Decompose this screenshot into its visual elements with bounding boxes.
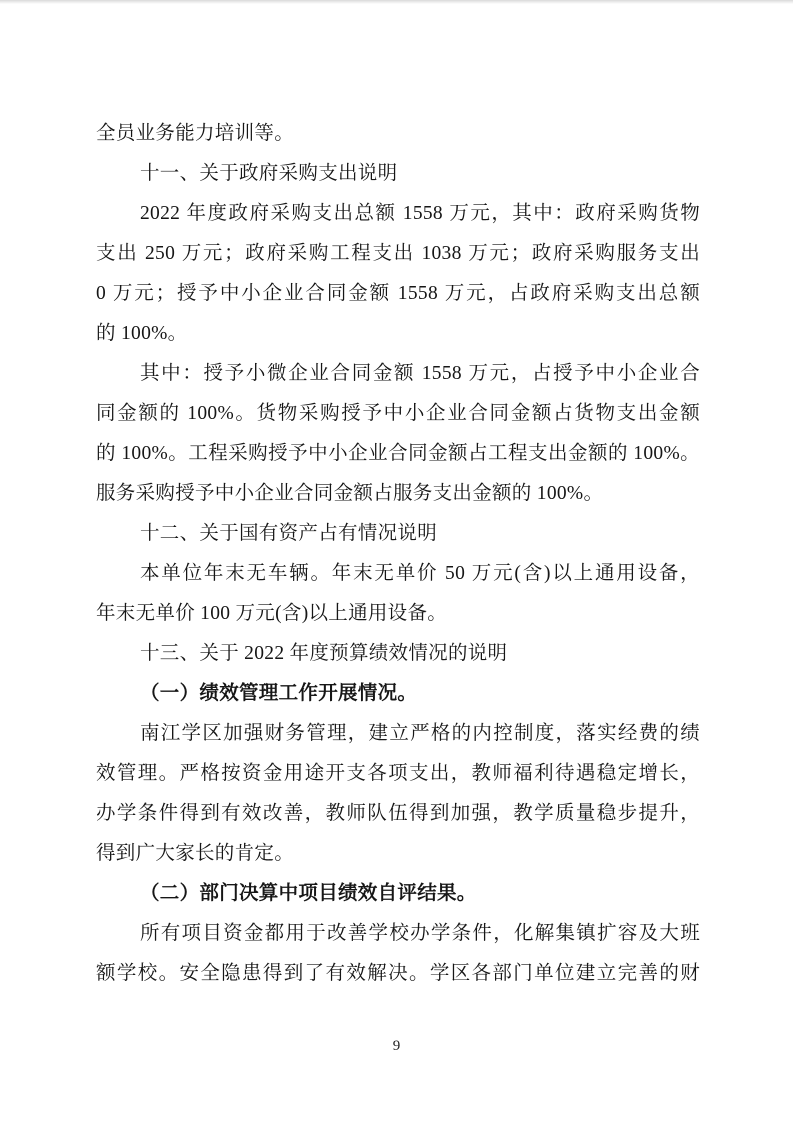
body-line: 的 100%。工程采购授予中小企业合同金额占工程支出金额的 100%。 — [96, 443, 700, 464]
body-line: 同金额的 100%。货物采购授予中小企业合同金额占货物支出金额 — [96, 403, 700, 424]
body-line: 办学条件得到有效改善，教师队伍得到加强，教学质量稳步提升， — [96, 803, 700, 824]
body-line: 服务采购授予中小企业合同金额占服务支出金额的 100%。 — [96, 483, 604, 504]
scan-top-edge — [0, 0, 793, 4]
subheading-project-self-evaluation: （二）部门决算中项目绩效自评结果。 — [140, 883, 477, 904]
body-line: 额学校。安全隐患得到了有效解决。学区各部门单位建立完善的财 — [96, 963, 700, 984]
body-line: 支出 250 万元；政府采购工程支出 1038 万元；政府采购服务支出 — [96, 243, 700, 264]
document-body — [96, 114, 700, 994]
body-line: 所有项目资金都用于改善学校办学条件，化解集镇扩容及大班 — [140, 923, 700, 944]
heading-section-11: 十一、关于政府采购支出说明 — [140, 163, 398, 184]
body-line: 2022 年度政府采购支出总额 1558 万元，其中：政府采购货物 — [140, 203, 700, 224]
body-line-continuation: 全员业务能力培训等。 — [96, 123, 295, 144]
body-line: 0 万元；授予中小企业合同金额 1558 万元，占政府采购支出总额 — [96, 283, 700, 304]
body-line: 其中：授予小微企业合同金额 1558 万元，占授予中小企业合 — [140, 363, 700, 384]
body-line: 的 100%。 — [96, 323, 188, 344]
body-line: 南江学区加强财务管理，建立严格的内控制度，落实经费的绩 — [140, 723, 700, 744]
body-line: 本单位年末无车辆。年末无单价 50 万元(含)以上通用设备， — [140, 563, 700, 584]
heading-section-13: 十三、关于 2022 年度预算绩效情况的说明 — [140, 643, 508, 664]
body-line: 年末无单价 100 万元(含)以上通用设备。 — [96, 603, 448, 624]
heading-section-12: 十二、关于国有资产占有情况说明 — [140, 523, 438, 544]
subheading-performance-management: （一）绩效管理工作开展情况。 — [140, 683, 418, 704]
body-line: 得到广大家长的肯定。 — [96, 843, 295, 864]
page-number: 9 — [392, 1038, 401, 1054]
body-line: 效管理。严格按资金用途开支各项支出，教师福利待遇稳定增长， — [96, 763, 700, 784]
